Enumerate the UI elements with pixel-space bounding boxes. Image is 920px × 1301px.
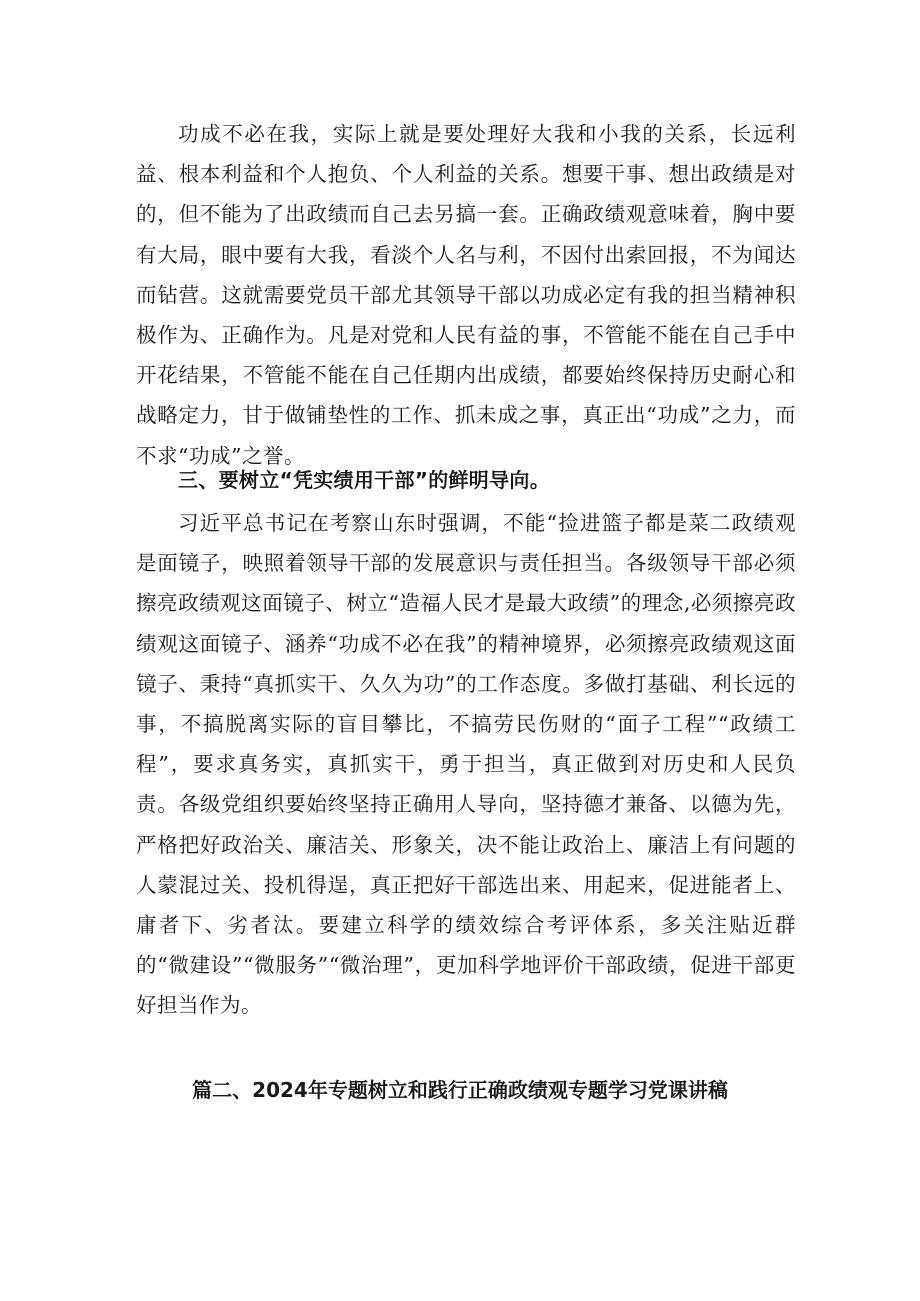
paragraph-2: 习近平总书记在考察山东时强调，不能“捡进篮子都是菜二政绩观是面镜子，映照着领导干部的发展意识与责任担当。各级领导干部必须擦亮政绩观这面镜子、树立“造福人民才是最大政绩”的理念,必须擦亮政绩观这面镜子、涵养“功成不必在我”的精神境界，必须擦亮政绩观这面镜子、秉持“真抓实干、久久为功”的工作态度。多做打基础、利长远的事，不搞脱离实际的盲目攀比，不搞劳民伤财的“面子工程”“政绩工程”，要求真务实，真抓实干，勇于担当，真正做到对历史和人民负责。各级党组织要始终坚持正确用人导向，坚持德才兼备、以德为先，严格把好政治关、廉洁关、形象关，决不能让政治上、廉洁上有问题的人蒙混过关、投机得逞，真正把好干部选出来、用起来，促进能者上、庸者下、劣者汰。要建立科学的绩效综合考评体系，多关注贴近群的“微建设”“微服务”“微治理”，更加科学地评价干部政绩，促进干部更好担当作为。 xyxy=(136,511,796,1018)
section-title: 篇二、2024年专题树立和践行正确政绩观专题学习党课讲稿 xyxy=(192,1078,728,1102)
paragraph-1: 功成不必在我，实际上就是要处理好大我和小我的关系，长远利益、根本利益和个人抱负、个人利益的关系。想要干事、想出政绩是对的，但不能为了出政绩而自己去另搞一套。正确政绩观意味着，胸中要有大局，眼中要有大我，看淡个人名与利，不因付出索回报，不为闻达而钻营。这就需要党员干部尤其领导干部以功成必定有我的担当精神积极作为、正确作为。凡是对党和人民有益的事，不管能不能在自己手中开花结果，不管能不能在自己任期内出成绩，都要始终保持历史耐心和战略定力，甘于做铺垫性的工作、抓未成之事，真正出“功成”之力，而不求“功成”之誉。 xyxy=(136,122,796,468)
section-heading-3: 三、要树立“凭实绩用干部”的鲜明导向。 xyxy=(178,468,550,492)
